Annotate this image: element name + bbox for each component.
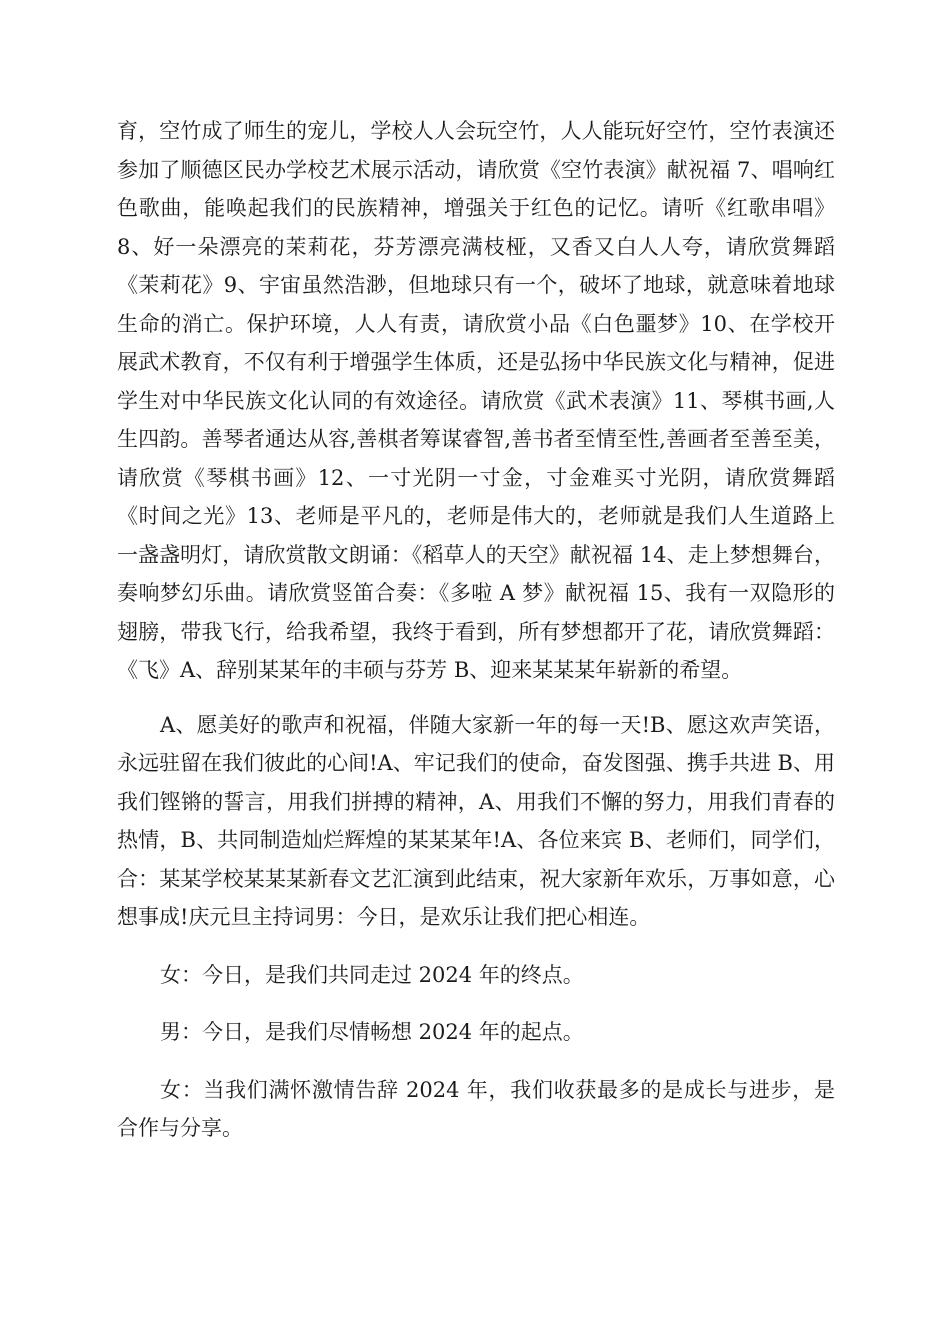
paragraph-1: 育，空竹成了师生的宠儿，学校人人会玩空竹，人人能玩好空竹，空竹表演还参加了顺德区民办学校艺术展示活动，请欣赏《空竹表演》献祝福 7、唱响红色歌曲，能唤起我们的民族精神，增强关于红色的记忆。请听《红歌串唱》8、好一朵漂亮的茉莉花，芬芳漂亮满枝桠，又香又白人人夸，请欣赏舞蹈《茉莉花》9、宇宙虽然浩渺，但地球只有一个，破坏了地球，就意味着地球生命的消亡。保护环境，人人有责，请欣赏小品《白色噩梦》10、在学校开展武术教育，不仅有利于增强学生体质，还是弘扬中华民族文化与精神，促进学生对中华民族文化认同的有效途径。请欣赏《武术表演》11、琴棋书画,人生四韵。善琴者通达从容,善棋者筹谋睿智,善书者至情至性,善画者至善至美，请欣赏《琴棋书画》12、一寸光阴一寸金，寸金难买寸光阴，请欣赏舞蹈《时间之光》13、老师是平凡的，老师是伟大的，老师就是我们人生道路上一盏盏明灯，请欣赏散文朗诵：《稻草人的天空》献祝福 14、走上梦想舞台，奏响梦幻乐曲。请欣赏竖笛合奏：《多啦 A 梦》献祝福 15、我有一双隐形的翅膀，带我飞行，给我希望，我终于看到，所有梦想都开了花，请欣赏舞蹈：《飞》A、辞别某某年的丰硕与芬芳 B、迎来某某某年崭新的希望。 xyxy=(117,119,835,682)
paragraph-3: 女：今日，是我们共同走过 2024 年的终点。 xyxy=(160,962,584,987)
paragraph-4: 男：今日，是我们尽情畅想 2024 年的起点。 xyxy=(160,1020,584,1044)
paragraph-5: 女：当我们满怀激情告辞 2024 年，我们收获最多的是成长与进步，是合作与分享。 xyxy=(117,1077,835,1140)
paragraph-2: A、愿美好的歌声和祝福，伴随大家新一年的每一天!B、愿这欢声笑语，永远驻留在我们彼此的心间!A、牢记我们的使命，奋发图强、携手共进 B、用我们铿锵的誓言，用我们拼搏的精神，A、用我们不懈的努力，用我们青春的热情，B、共同制造灿烂辉煌的某某某年!A、各位来宾 B、老师们，同学们，合：某某学校某某某新春文艺汇演到此结束，祝大家新年欢乐，万事如意，心想事成!庆元旦主持词男：今日，是欢乐让我们把心相连。 xyxy=(117,712,835,929)
document-body xyxy=(117,112,835,1148)
